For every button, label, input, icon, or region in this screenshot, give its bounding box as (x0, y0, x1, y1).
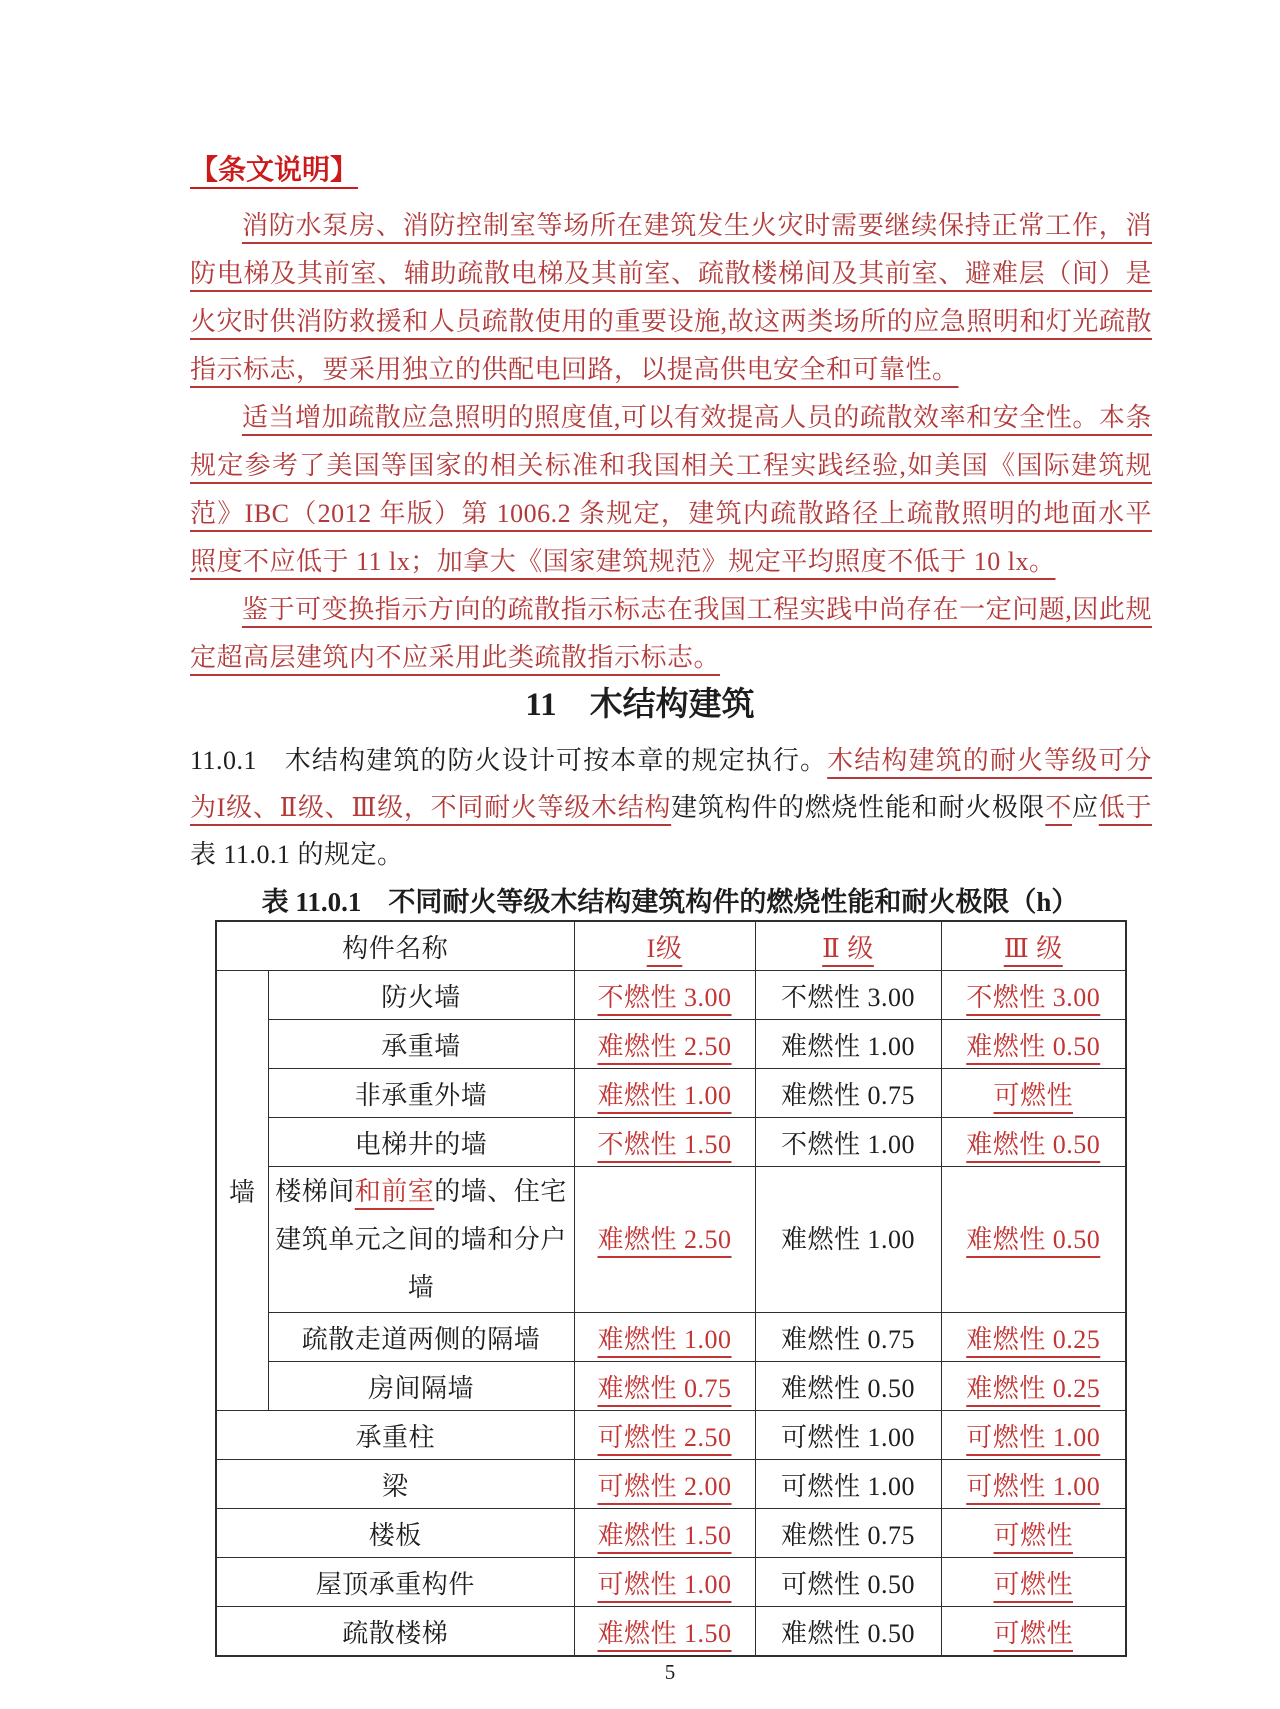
component-name-cell (216, 1411, 574, 1460)
rating-cell (574, 971, 755, 1020)
table-row (216, 1118, 1126, 1167)
text-run: 承重柱 (355, 1422, 436, 1452)
inserted-text-run: 难燃性 0.25 (966, 1373, 1101, 1403)
text-run: 楼梯间 (275, 1176, 355, 1206)
inserted-text-run: 难燃性 0.25 (966, 1324, 1101, 1354)
text-run: 可燃性 1.00 (781, 1471, 916, 1501)
inserted-text-run: 不燃性 3.00 (966, 982, 1101, 1012)
rating-cell (574, 1362, 755, 1411)
component-name-cell (268, 1020, 574, 1069)
rating-cell (941, 971, 1126, 1020)
inserted-text-run: 和前室 (354, 1176, 435, 1206)
inserted-text-run: 不燃性 3.00 (597, 982, 732, 1012)
rating-cell (755, 971, 941, 1020)
component-name-cell (216, 1509, 574, 1558)
table-row (216, 1020, 1126, 1069)
rating-cell (574, 1313, 755, 1362)
text-run: 疏散走道两侧的隔墙 (301, 1324, 541, 1354)
table-row (216, 1558, 1126, 1607)
rating-cell (574, 1607, 755, 1657)
inserted-text-run: 难燃性 0.75 (597, 1373, 732, 1403)
table-row (216, 1313, 1126, 1362)
rating-cell (755, 1020, 941, 1069)
text-run: 难燃性 1.00 (781, 1031, 916, 1061)
inserted-text-run: 可燃性 2.00 (597, 1471, 732, 1501)
text-run: 难燃性 1.00 (781, 1224, 916, 1254)
inserted-text-run: 可燃性 1.00 (597, 1569, 732, 1599)
rating-cell (574, 1411, 755, 1460)
rating-cell (941, 1069, 1126, 1118)
clause-note-heading: 【条文说明】 (190, 155, 359, 186)
inserted-text-run: 可燃性 (993, 1080, 1074, 1110)
table-row (216, 1069, 1126, 1118)
inserted-text-run: I级 (646, 933, 683, 963)
inserted-text-run: 可燃性 1.00 (966, 1422, 1101, 1452)
fire-table-body (216, 921, 1126, 1656)
inserted-text-run: 木结构建筑的耐火等级可分为I级、Ⅱ级、Ⅲ级，不同耐火等级木结构 (190, 746, 1152, 822)
text-run: 承重墙 (381, 1031, 461, 1061)
text-run: 电梯井的墙 (354, 1129, 488, 1159)
rating-cell (755, 1313, 941, 1362)
component-name-cell (268, 1313, 574, 1362)
clause-11-0-1 (190, 737, 1152, 878)
rating-cell (755, 1460, 941, 1509)
text-run: 屋顶承重构件 (315, 1569, 475, 1599)
text-run: 11.0.1 木结构建筑的防火设计可按本章的规定执行。 (190, 746, 828, 775)
text-run: 疏散楼梯 (342, 1618, 449, 1648)
component-name-cell (216, 1607, 574, 1657)
inserted-text-run: 难燃性 0.50 (966, 1129, 1101, 1159)
inserted-text-run: Ⅲ 级 (1003, 933, 1063, 963)
table-wrapper (215, 920, 1127, 1657)
inserted-text-run: 可燃性 (993, 1520, 1074, 1550)
table-row (216, 1167, 1126, 1313)
header-cell-grade (574, 921, 755, 971)
table-row (216, 1362, 1126, 1411)
rating-cell (941, 1509, 1126, 1558)
rating-cell (941, 1362, 1126, 1411)
header-cell-grade (755, 921, 941, 971)
clause-note-paragraph-3: 鉴于可变换指示方向的疏散指示标志在我国工程实践中尚存在一定问题,因此规定超高层建筑内不应采用此类疏散指示标志。 (190, 595, 1152, 672)
rating-cell (941, 1313, 1126, 1362)
text-run: 不燃性 3.00 (781, 982, 916, 1012)
text-run: 难燃性 0.75 (781, 1324, 916, 1354)
inserted-text-run: 不燃性 1.50 (597, 1129, 732, 1159)
component-name-cell (268, 971, 574, 1020)
clause-note-paragraph-1: 消防水泵房、消防控制室等场所在建筑发生火灾时需要继续保持正常工作，消防电梯及其前室、辅助疏散电梯及其前室、疏散楼梯间及其前室、避难层（间）是火灾时供消防救援和人员疏散使用的重要设施,故这两类场所的应急照明和灯光疏散指示标志，要采用独立的供配电回路，以提高供电安全和可靠性。 (190, 211, 1152, 384)
text-run: 梁 (382, 1471, 409, 1501)
text-run: 难燃性 0.50 (781, 1373, 916, 1403)
rating-cell (574, 1509, 755, 1558)
inserted-text-run: 低于 (1098, 793, 1152, 822)
page-number: 5 (664, 1660, 676, 1684)
rating-cell (755, 1167, 941, 1313)
rating-cell (755, 1558, 941, 1607)
header-cell-component-name: 构件名称 (216, 921, 574, 971)
table-header-row (216, 921, 1126, 971)
rating-cell (755, 1118, 941, 1167)
table-row (216, 1460, 1126, 1509)
text-run: 建筑构件的燃烧性能和耐火极限 (671, 793, 1046, 822)
component-name-cell (216, 1558, 574, 1607)
component-name-cell (268, 1167, 574, 1313)
text-run: 应 (1072, 793, 1099, 822)
component-name-cell (268, 1362, 574, 1411)
text-run: 难燃性 0.75 (781, 1520, 916, 1550)
text-run: 可燃性 0.50 (781, 1569, 916, 1599)
wall-group-cell: 墙 (216, 971, 268, 1411)
rating-cell (574, 1558, 755, 1607)
inserted-text-run: 难燃性 1.50 (597, 1520, 732, 1550)
text-run: 非承重外墙 (354, 1080, 488, 1110)
inserted-text-run: 难燃性 1.00 (597, 1324, 732, 1354)
text-run: 表 11.0.1 的规定。 (190, 840, 404, 869)
header-cell-grade (941, 921, 1126, 971)
inserted-text-run: 难燃性 2.50 (597, 1031, 732, 1061)
chapter-heading: 11 木结构建筑 (525, 687, 755, 723)
clause-note-paragraph-2: 适当增加疏散应急照明的照度值,可以有效提高人员的疏散效率和安全性。本条规定参考了美国等国家的相关标准和我国相关工程实践经验,如美国《国际建筑规范》IBC（2012 年版）第 1006.2 条规定，建筑内疏散路径上疏散照明的地面水平照度不应低于 11 lx；加拿大《国家建筑规范》规定平均照度不低于 10 lx。 (190, 403, 1152, 576)
component-name-cell (268, 1118, 574, 1167)
table-row (216, 1411, 1126, 1460)
inserted-text-run: 难燃性 1.00 (597, 1080, 732, 1110)
inserted-text-run: 难燃性 2.50 (597, 1224, 732, 1254)
rating-cell (755, 1509, 941, 1558)
text-run: 难燃性 0.75 (781, 1080, 916, 1110)
rating-cell (941, 1020, 1126, 1069)
text-run: 房间隔墙 (368, 1373, 475, 1403)
inserted-text-run: 可燃性 (993, 1618, 1074, 1648)
rating-cell (755, 1411, 941, 1460)
rating-cell (574, 1069, 755, 1118)
inserted-text-run: 不 (1045, 793, 1073, 822)
text-run: 不燃性 1.00 (781, 1129, 916, 1159)
rating-cell (941, 1607, 1126, 1657)
text-run: 防火墙 (381, 982, 461, 1012)
inserted-text-run: 难燃性 0.50 (966, 1224, 1101, 1254)
inserted-text-run: 可燃性 1.00 (966, 1471, 1101, 1501)
rating-cell (755, 1362, 941, 1411)
inserted-text-run: 难燃性 0.50 (966, 1031, 1101, 1061)
table-caption: 表 11.0.1 不同耐火等级木结构建筑构件的燃烧性能和耐火极限（h） (261, 887, 1079, 917)
rating-cell (755, 1069, 941, 1118)
inserted-text-run: 难燃性 1.50 (597, 1618, 732, 1648)
text-run: 可燃性 1.00 (781, 1422, 916, 1452)
rating-cell (941, 1558, 1126, 1607)
inserted-text-run: 可燃性 (993, 1569, 1074, 1599)
rating-cell (941, 1411, 1126, 1460)
table-row (216, 1607, 1126, 1657)
rating-cell (941, 1167, 1126, 1313)
rating-cell (574, 1460, 755, 1509)
rating-cell (574, 1118, 755, 1167)
inserted-text-run: Ⅱ 级 (822, 933, 874, 963)
rating-cell (941, 1118, 1126, 1167)
rating-cell (755, 1607, 941, 1657)
rating-cell (574, 1020, 755, 1069)
component-name-cell (216, 1460, 574, 1509)
table-row (216, 1509, 1126, 1558)
table-row (216, 971, 1126, 1020)
rating-cell (941, 1460, 1126, 1509)
text-run: 楼板 (368, 1520, 422, 1550)
text-run: 难燃性 0.50 (781, 1618, 916, 1648)
rating-cell (574, 1167, 755, 1313)
fire-resistance-table (215, 920, 1127, 1657)
text-run: 的墙、住宅建筑单元之间的墙和分户墙 (275, 1176, 567, 1302)
inserted-text-run: 可燃性 2.50 (597, 1422, 732, 1452)
component-name-cell (268, 1069, 574, 1118)
